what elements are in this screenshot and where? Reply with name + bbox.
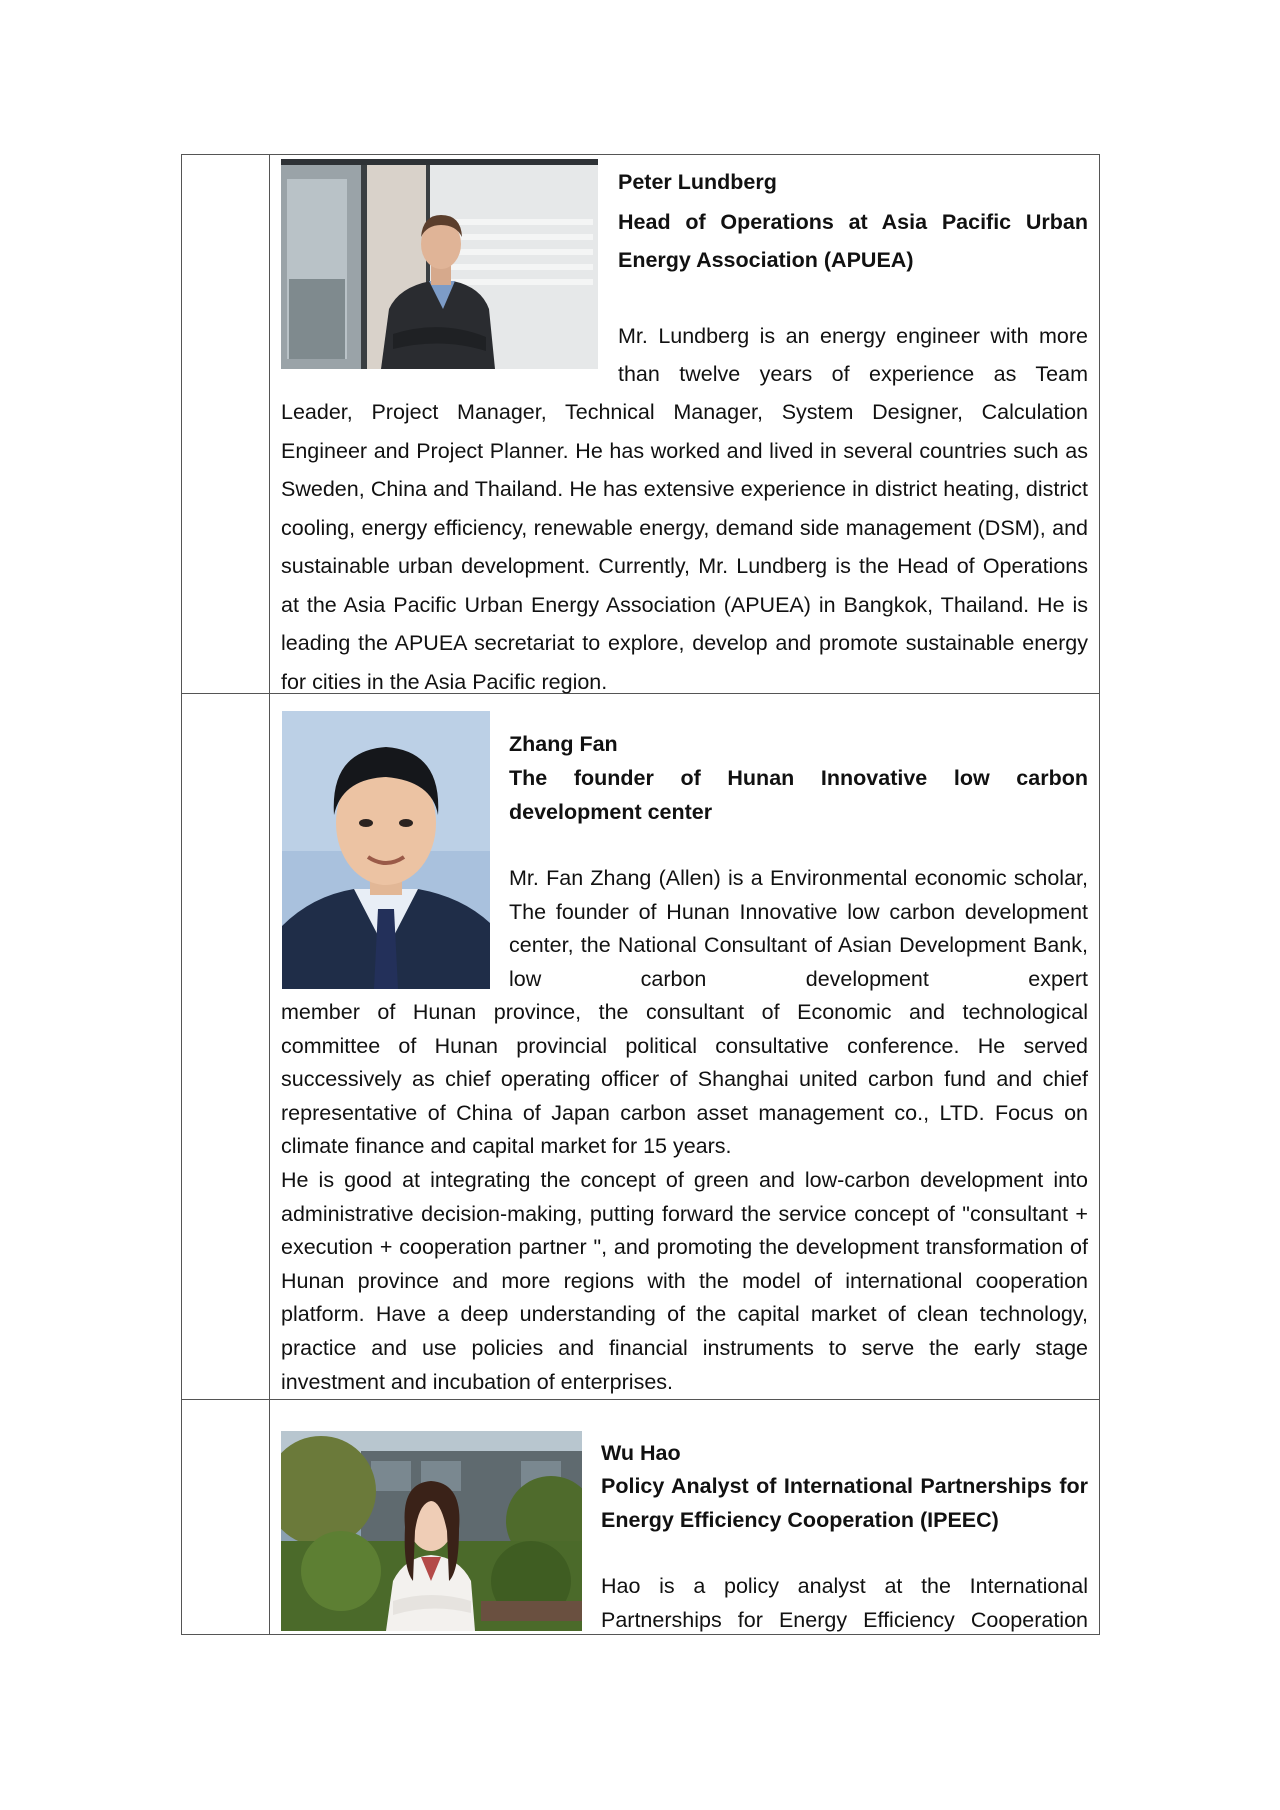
profile-role: Policy Analyst of International Partnerships for Energy Efficiency Cooperation (IPEEC): [601, 1474, 1088, 1532]
portrait-man-blue-background-icon: [282, 711, 490, 989]
profile-bio: Leader, Project Manager, Technical Manager, System Designer, Calculation Engineer and Project Planner. He has worked and lived in several countries such as Sweden, China and Thailand. He has extensive experience in district heating, district cooling, energy efficiency, renewable energy, demand side management (DSM), and sustainable urban development. Currently, Mr. Lundberg is the Head of Operations at the Asia Pacific Urban Energy Association (APUEA) in Bangkok, Thailand. He is leading the APUEA secretariat to explore, develop and promote sustainable energy for cities in the Asia Pacific region.: [281, 400, 1088, 694]
profile-name: Peter Lundberg: [618, 170, 777, 194]
profile-name: Zhang Fan: [509, 732, 618, 756]
portrait-woman-garden-icon: [281, 1431, 582, 1631]
profile-bio-line: than twelve years of experience as Team: [618, 362, 1088, 386]
profile-bio-side: Mr. Fan Zhang (Allen) is a Environmental economic scholar, The founder of Hunan Innovative low carbon development center, the National Consultant of Asian Development Bank, low carbon development expert: [509, 866, 1088, 991]
column-divider: [269, 154, 270, 1635]
profile-photo-zhang-fan: [282, 711, 490, 989]
profile-role: The founder of Hunan Innovative low carbon development center: [509, 766, 1088, 824]
profile-role: Head of Operations at Asia Pacific Urban Energy Association (APUEA): [618, 210, 1088, 272]
profile-bio-line: Mr. Lundberg is an energy engineer with more: [618, 324, 1088, 348]
portrait-man-office-window-icon: [281, 159, 598, 369]
profile-photo-peter-lundberg: [281, 159, 598, 369]
profile-bio-side: Hao is a policy analyst at the International Partnerships for Energy Efficiency Cooperation: [601, 1574, 1088, 1632]
profile-name: Wu Hao: [601, 1441, 681, 1465]
profile-photo-wu-hao: [281, 1431, 582, 1631]
profile-bio-paragraph: He is good at integrating the concept of green and low-carbon development into administrative decision-making, putting forward the service concept of "consultant + execution + cooperation partner ", and promoting the development transformation of Hunan province and more regions with the model of international cooperation platform. Have a deep understanding of the capital market of clean technology, practice and use policies and financial instruments to serve the early stage investment and incubation of enterprises.: [281, 1168, 1088, 1394]
profile-bio: member of Hunan province, the consultant of Economic and technological committee of Hunan provincial political consultative conference. He served successively as chief operating officer of Shanghai united carbon fund and chief representative of China of Japan carbon asset management co., LTD. Focus on climate finance and capital market for 15 years.: [281, 1000, 1088, 1159]
